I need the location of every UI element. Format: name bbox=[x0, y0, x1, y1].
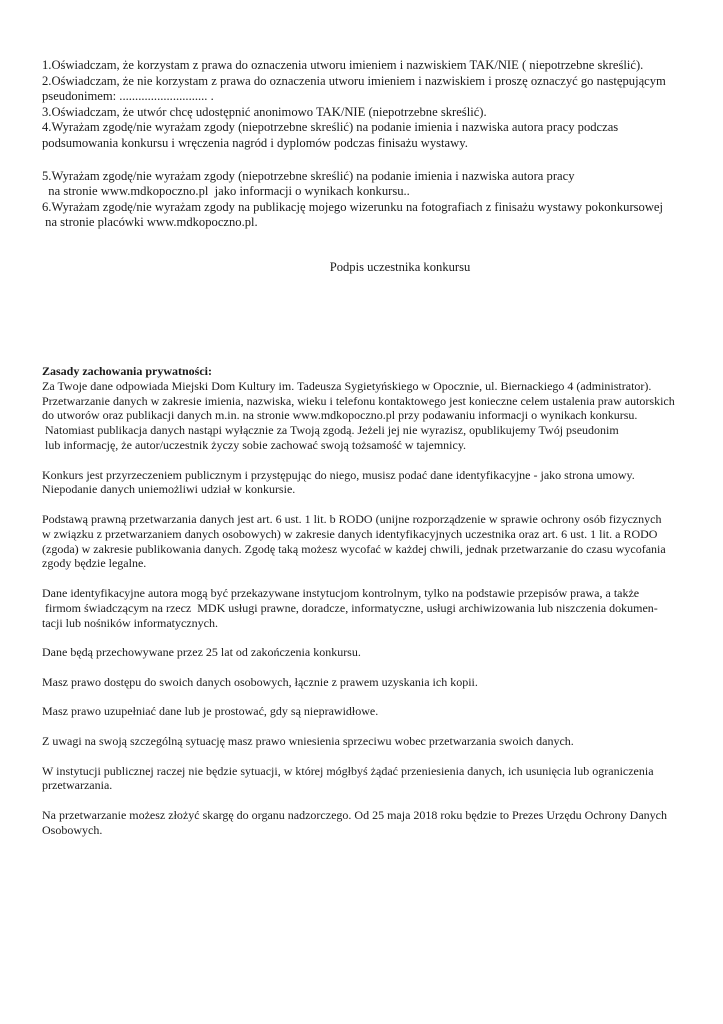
declaration-line: 6.Wyrażam zgodę/nie wyrażam zgody na publikację mojego wizerunku na fotografiach z finisażu wystawy pokonkursowej bbox=[42, 199, 664, 214]
declaration-line: na stronie www.mdkopoczno.pl jako informacji o wynikach konkursu.. bbox=[42, 184, 410, 199]
paragraph-line: Masz prawo dostępu do swoich danych osobowych, łącznie z prawem uzyskania ich kopii. bbox=[42, 674, 478, 689]
declaration-line: pseudonimem: ............................ . bbox=[42, 89, 214, 104]
spacer bbox=[42, 793, 702, 808]
privacy-paragraph bbox=[42, 379, 702, 453]
declaration-4 bbox=[42, 120, 692, 151]
spacer bbox=[42, 690, 702, 705]
privacy-paragraph bbox=[42, 645, 702, 660]
paragraph-line: przetwarzania. bbox=[42, 778, 113, 793]
declaration-6 bbox=[42, 200, 692, 231]
declaration-5 bbox=[42, 169, 692, 200]
spacer bbox=[42, 719, 702, 734]
paragraph-line: Za Twoje dane odpowiada Miejski Dom Kultury im. Tadeusza Sygietyńskiego w Opocznie, ul. Biernackiego 4 (administrator). bbox=[42, 378, 652, 393]
paragraph-line: Na przetwarzanie możesz złożyć skargę do organu nadzorczego. Od 25 maja 2018 roku będzie to Prezes Urzędu Ochrony Danych bbox=[42, 807, 667, 822]
declaration-line: podsumowania konkursu i wręczenia nagród i dyplomów podczas finisażu wystawy. bbox=[42, 135, 468, 150]
paragraph-line: zgody będzie legalne. bbox=[42, 556, 147, 571]
spacer bbox=[42, 453, 702, 468]
privacy-paragraph bbox=[42, 704, 702, 719]
declaration-line: 4.Wyrażam zgodę/nie wyrażam zgody (niepotrzebne skreślić) na podanie imienia i nazwiska autora pracy podczas bbox=[42, 120, 619, 135]
declaration-line: 5.Wyrażam zgodę/nie wyrażam zgody (niepotrzebne skreślić) na podanie imienia i nazwiska autora pracy bbox=[42, 168, 575, 183]
privacy-paragraph bbox=[42, 675, 702, 690]
privacy-paragraph bbox=[42, 734, 702, 749]
paragraph-line: Dane identyfikacyjne autora mogą być przekazywane instytucjom kontrolnym, tylko na podstawie przepisów prawa, a także bbox=[42, 585, 640, 600]
declaration-3 bbox=[42, 105, 692, 121]
declaration-1 bbox=[42, 58, 692, 74]
paragraph-line: w związku z przetwarzaniem danych osobowych) w zakresie danych identyfikacyjnych uczestnika oraz art. 6 ust. 1 lit. a RODO bbox=[42, 526, 658, 541]
privacy-paragraph bbox=[42, 468, 702, 498]
privacy-paragraph bbox=[42, 512, 702, 571]
declarations-section bbox=[42, 58, 692, 231]
paragraph-line: (zgoda) w zakresie publikowania danych. Zgodę taką możesz wycofać w każdej chwili, jednak przetwarzanie do czasu wycofania bbox=[42, 541, 666, 556]
declaration-line: 1.Oświadczam, że korzystam z prawa do oznaczenia utworu imieniem i nazwiskiem TAK/NIE ( niepotrzebne skreślić). bbox=[42, 58, 644, 72]
spacer bbox=[42, 749, 702, 764]
privacy-paragraph bbox=[42, 764, 702, 794]
paragraph-line: lub informację, że autor/uczestnik życzy sobie zachować swoją tożsamość w tajemnicy. bbox=[42, 437, 467, 452]
paragraph-line: firmom świadczącym na rzecz MDK usługi prawne, doradcze, informatyczne, usługi archiwizowania lub niszczenia dokumen- bbox=[42, 600, 658, 615]
declaration-line: na stronie placówki www.mdkopoczno.pl. bbox=[42, 215, 258, 230]
paragraph-line: Dane będą przechowywane przez 25 lat od zakończenia konkursu. bbox=[42, 645, 361, 660]
spacer bbox=[42, 571, 702, 586]
spacer bbox=[42, 497, 702, 512]
privacy-title: Zasady zachowania prywatności: bbox=[42, 364, 213, 378]
paragraph-line: tacji lub nośników informatycznych. bbox=[42, 615, 218, 630]
paragraph-line: Niepodanie danych uniemożliwi udział w konkursie. bbox=[42, 482, 296, 497]
privacy-paragraph bbox=[42, 808, 702, 838]
paragraph-line: Konkurs jest przyrzeczeniem publicznym i przystępując do niego, musisz podać dane identyfikacyjne - jako strona umowy. bbox=[42, 467, 635, 482]
paragraph-line: W instytucji publicznej raczej nie będzie sytuacji, w której mógłbyś żądać przeniesienia danych, ich usunięcia lub ograniczenia bbox=[42, 763, 654, 778]
paragraph-line: Masz prawo uzupełniać dane lub je prostować, gdy są nieprawidłowe. bbox=[42, 704, 379, 719]
paragraph-line: do utworów oraz publikacji danych m.in. na stronie www.mdkopoczno.pl przy podawaniu informacji o wynikach konkursu. bbox=[42, 408, 638, 423]
declaration-line: 2.Oświadczam, że nie korzystam z prawa do oznaczenia utworu imieniem i nazwiskiem i proszę oznaczyć go następującym bbox=[42, 73, 666, 88]
paragraph-line: Natomiast publikacja danych nastąpi wyłącznie za Twoją zgodą. Jeżeli jej nie wyrazisz, opublikujemy Twój pseudonim bbox=[42, 423, 619, 438]
privacy-paragraph bbox=[42, 586, 702, 630]
spacer bbox=[42, 660, 702, 675]
paragraph-line: Podstawą prawną przetwarzania danych jest art. 6 ust. 1 lit. b RODO (unijne rozporządzenie w sprawie ochrony osób fizycznych bbox=[42, 511, 662, 526]
declaration-2 bbox=[42, 74, 692, 105]
privacy-section bbox=[42, 364, 702, 838]
signature-label: Podpis uczestnika konkursu bbox=[329, 260, 471, 274]
paragraph-line: Przetwarzanie danych w zakresie imienia, nazwiska, wieku i telefonu kontaktowego jest konieczne celem ustalenia praw autorskich bbox=[42, 393, 675, 408]
spacer bbox=[42, 152, 692, 169]
spacer bbox=[42, 630, 702, 645]
declaration-line: 3.Oświadczam, że utwór chcę udostępnić anonimowo TAK/NIE (niepotrzebne skreślić). bbox=[42, 104, 487, 119]
paragraph-line: Z uwagi na swoją szczególną sytuację masz prawo wniesienia sprzeciwu wobec przetwarzania swoich danych. bbox=[42, 733, 574, 748]
paragraph-line: Osobowych. bbox=[42, 822, 103, 837]
